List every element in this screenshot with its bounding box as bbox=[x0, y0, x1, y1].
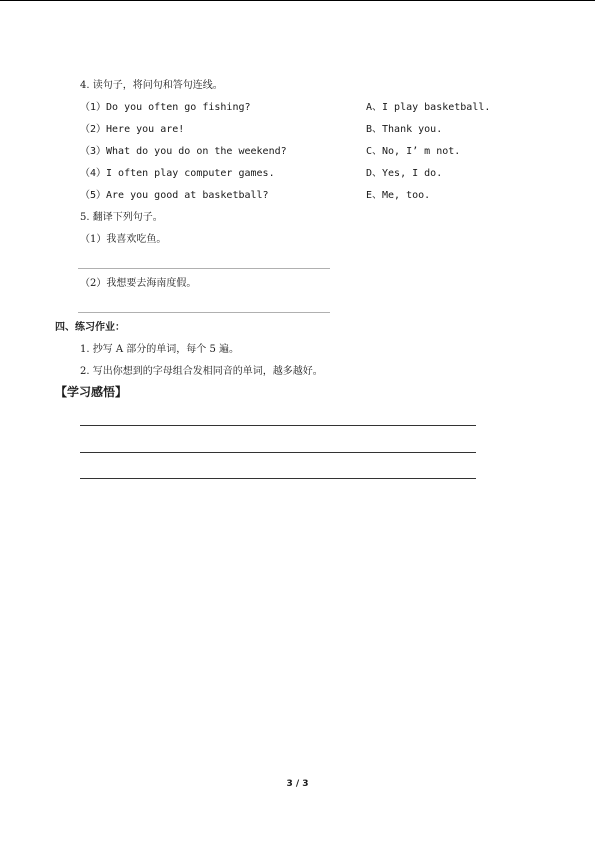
q4-question-1: （1）Do you often go fishing? bbox=[80, 102, 251, 113]
q4-question-2: （2）Here you are! bbox=[80, 124, 185, 135]
q4-title: 4. 读句子，将问句和答句连线。 bbox=[80, 80, 223, 91]
section-4-title: 四、练习作业： bbox=[55, 322, 125, 333]
reflection-title: 【学习感悟】 bbox=[55, 385, 128, 399]
header-rule bbox=[0, 0, 595, 1]
page-number: 3 / 3 bbox=[286, 779, 309, 789]
reflection-line-2[interactable] bbox=[80, 452, 476, 453]
q4-answer-c: C、No, I’ m not. bbox=[366, 146, 461, 157]
q4-answer-b: B、Thank you. bbox=[366, 124, 443, 135]
answer-line-2[interactable] bbox=[78, 312, 330, 313]
q4-answer-d: D、Yes, I do. bbox=[366, 168, 443, 179]
section-4-item-1: 1. 抄写 A 部分的单词，每个 5 遍。 bbox=[80, 344, 240, 355]
q4-answer-a: A、I play basketball. bbox=[366, 102, 491, 113]
reflection-line-1[interactable] bbox=[80, 425, 476, 426]
answer-line-1[interactable] bbox=[78, 268, 330, 269]
q4-question-5: （5）Are you good at basketball? bbox=[80, 190, 269, 201]
q4-question-3: （3）What do you do on the weekend? bbox=[80, 146, 287, 157]
reflection-line-3[interactable] bbox=[80, 478, 476, 479]
q5-item-2: （2）我想要去海南度假。 bbox=[80, 278, 197, 289]
q5-title: 5. 翻译下列句子。 bbox=[80, 212, 163, 223]
q4-answer-e: E、Me, too. bbox=[366, 190, 431, 201]
q5-item-1: （1）我喜欢吃鱼。 bbox=[80, 234, 167, 245]
section-4-item-2: 2. 写出你想到的字母组合发相同音的单词，越多越好。 bbox=[80, 366, 323, 377]
q4-question-4: （4）I often play computer games. bbox=[80, 168, 275, 179]
